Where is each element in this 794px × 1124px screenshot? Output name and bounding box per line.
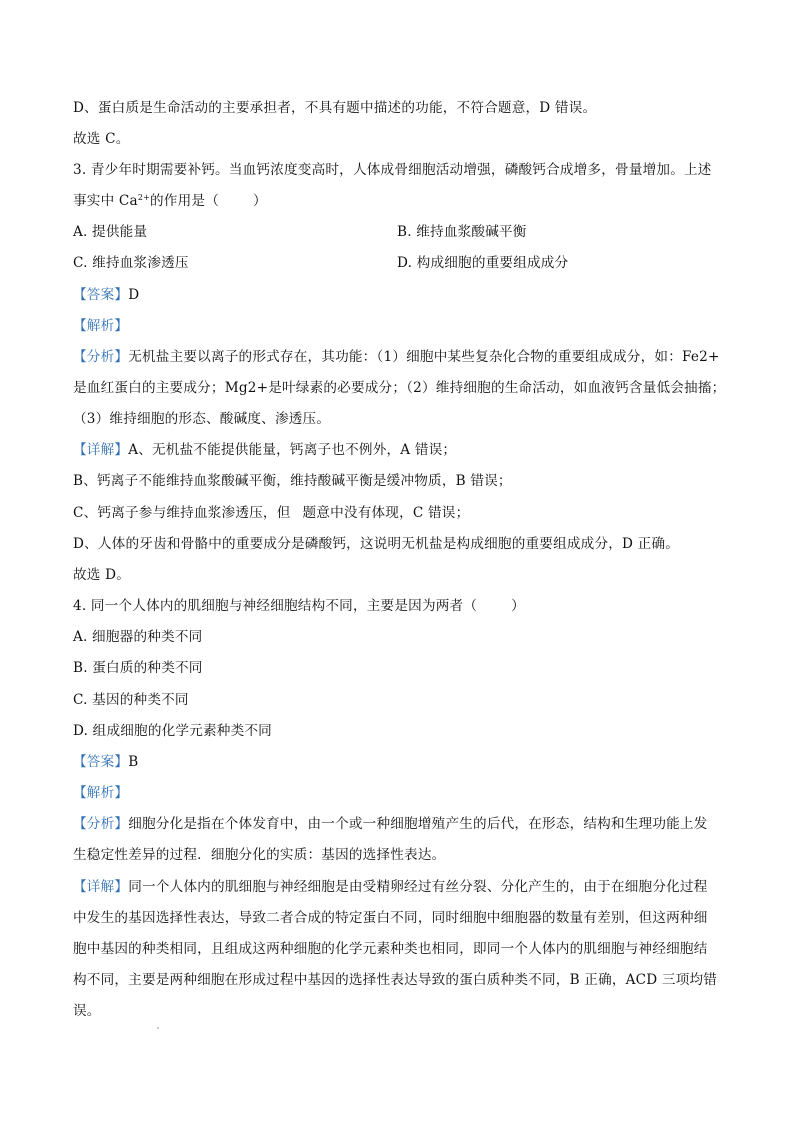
- q3-detail-line-1: [73, 441, 456, 459]
- q4-fenxi-line-1: [73, 815, 708, 833]
- analysis-tag: 【解析】: [73, 318, 129, 334]
- q4-stem-line: [73, 597, 525, 615]
- q4-answer-value: B: [128, 754, 139, 770]
- q3-option-c: C. 维持血浆渗透压: [73, 255, 189, 271]
- q3-stem-line-1: 3. 青少年时期需要补钙。当血钙浓度变高时，人体成骨细胞活动增强，磷酸钙合成增多，骨量增加。上述: [73, 162, 712, 178]
- q2-explanation-line: D、蛋白质是生命活动的主要承担者，不具有题中描述的功能，不符合题意，D 错误。: [73, 100, 597, 116]
- q4-option-b: B. 蛋白质的种类不同: [73, 660, 203, 676]
- q4-option-a: A. 细胞器的种类不同: [73, 629, 203, 645]
- q3-superscript: 2+: [137, 193, 151, 202]
- detail-tag: 【详解】: [73, 879, 129, 895]
- q3-fenxi-line-3: （3）维持细胞的形态、酸碱度、渗透压。: [73, 411, 331, 427]
- fenxi-tag: 【分析】: [73, 349, 129, 365]
- q4-detail-text-1: 同一个人体内的肌细胞与神经细胞是由受精卵经过有丝分裂、分化产生的，由于在细胞分化过程: [128, 879, 708, 895]
- q4-bracket-close: ）: [511, 598, 525, 614]
- q3-choose-line: 故选 D。: [73, 567, 131, 583]
- q4-option-d: D. 组成细胞的化学元素种类不同: [73, 723, 272, 739]
- q2-choose-line: 故选 C。: [73, 131, 130, 147]
- q3-bracket-close: ）: [252, 193, 267, 209]
- answer-tag: 【答案】: [73, 287, 129, 303]
- q4-detail-line-5: 误。: [73, 1003, 101, 1019]
- q3-detail-text-3a: C、钙离子参与维持血浆渗透压，但: [73, 505, 291, 521]
- q3-detail-line-3: [73, 504, 469, 522]
- q3-answer-line: [73, 286, 139, 304]
- q4-analysis-line: [73, 784, 128, 802]
- q3-answer-value: D: [128, 287, 140, 303]
- q3-option-d: D. 构成细胞的重要组成成分: [397, 255, 569, 271]
- q3-fenxi-text-1: 无机盐主要以离子的形式存在，其功能：（1）细胞中某些复杂化合物的重要组成成分，如：Fe2+: [128, 349, 720, 365]
- fenxi-tag: 【分析】: [73, 816, 129, 832]
- q3-stem-text: 事实中 Ca: [73, 193, 138, 209]
- q4-detail-line-4: 构不同，主要是两种细胞在形成过程中基因的选择性表达导致的蛋白质种类不同，B 正确，ACD 三项均错: [73, 972, 718, 988]
- q3-fenxi-line-2: 是血红蛋白的主要成分；Mg2+是叶绿素的必要成分；（2）维持细胞的生命活动，如血液钙含量低会抽搐；: [73, 380, 726, 396]
- q3-option-a: A. 提供能量: [73, 224, 148, 240]
- q3-option-b: B. 维持血浆酸碱平衡: [397, 224, 527, 240]
- q3-stem-line-2: [73, 192, 267, 210]
- page-mark: [157, 1027, 159, 1029]
- q3-fenxi-line-1: [73, 348, 720, 366]
- detail-tag: 【详解】: [73, 442, 129, 458]
- q3-detail-line-4: D、人体的牙齿和骨骼中的重要成分是磷酸钙，这说明无机盐是构成细胞的重要组成成分，D 正确。: [73, 536, 680, 552]
- q3-detail-text-1: A、无机盐不能提供能量，钙离子也不例外，A 错误；: [128, 442, 457, 458]
- q4-fenxi-line-2: 生稳定性差异的过程．细胞分化的实质：基因的选择性表达。: [73, 847, 446, 863]
- q4-option-c: C. 基因的种类不同: [73, 692, 189, 708]
- answer-tag: 【答案】: [73, 754, 129, 770]
- q3-detail-text-3b: 题意中没有体现，C 错误；: [302, 505, 470, 521]
- q4-detail-line-2: 中发生的基因选择性表达，导致二者合成的特定蛋白不同，同时细胞中细胞器的数量有差别，但这两种细: [73, 910, 708, 926]
- q4-answer-line: [73, 753, 138, 771]
- q3-detail-line-2: B、钙离子不能维持血浆酸碱平衡，维持酸碱平衡是缓冲物质，B 错误；: [73, 473, 512, 489]
- q4-stem-text: 4. 同一个人体内的肌细胞与神经细胞结构不同，主要是因为两者（: [73, 598, 478, 614]
- q3-analysis-line: [73, 317, 128, 335]
- q3-stem-tail: 的作用是（: [150, 193, 219, 209]
- analysis-tag: 【解析】: [73, 785, 129, 801]
- q4-detail-line-1: [73, 878, 708, 896]
- q4-detail-line-3: 胞中基因的种类相同，且组成这两种细胞的化学元素种类也相同，即同一个人体内的肌细胞与神经细胞结: [73, 941, 708, 957]
- q4-fenxi-text-1: 细胞分化是指在个体发育中，由一个或一种细胞增殖产生的后代，在形态，结构和生理功能上发: [128, 816, 708, 832]
